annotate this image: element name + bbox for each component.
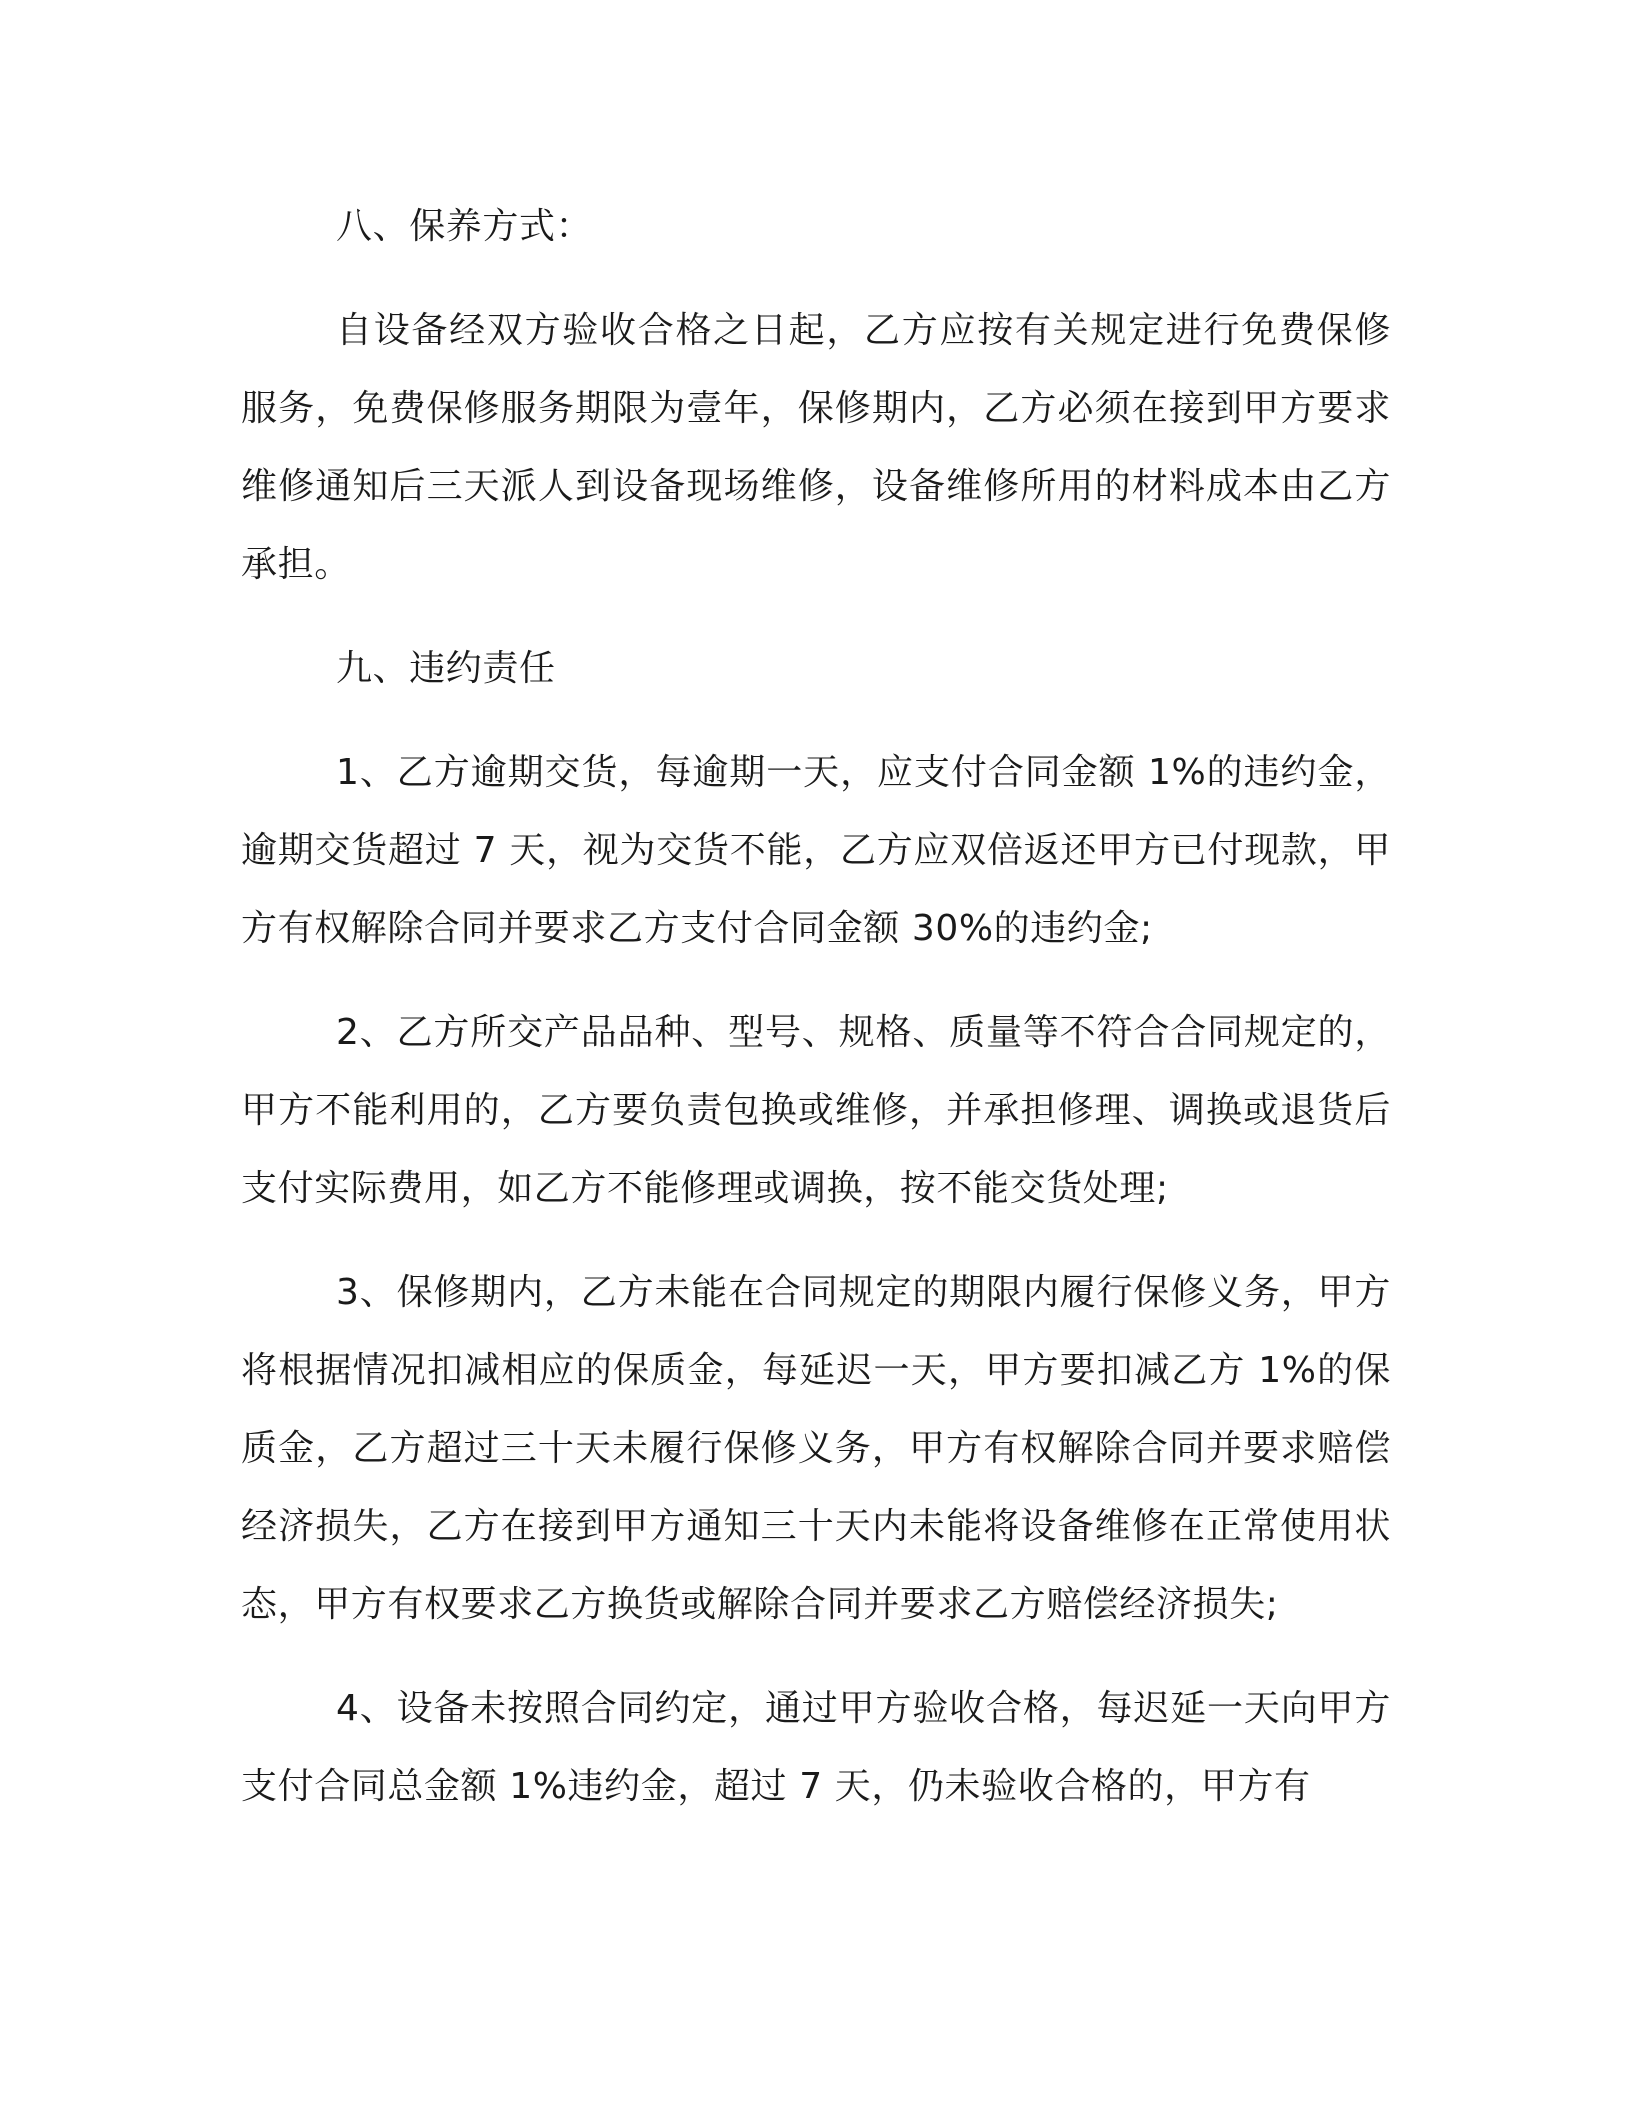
- breach-clause-3: 3、保修期内，乙方未能在合同规定的期限内履行保修义务，甲方将根据情况扣减相应的保质金，每延迟一天，甲方要扣减乙方 1%的保质金，乙方超过三十天未履行保修义务，甲方有权解除合同并要求赔偿经济损失，乙方在接到甲方通知三十天内未能将设备维修在正常使用状态，甲方有权要求乙方换货或解除合同并要求乙方赔偿经济损失;: [241, 1272, 1391, 1625]
- breach-clause-4: 4、设备未按照合同约定，通过甲方验收合格，每迟延一天向甲方支付合同总金额 1%违约金，超过 7 天，仍未验收合格的，甲方有: [241, 1688, 1391, 1807]
- section-heading-breach-liability: 九、违约责任: [336, 648, 556, 689]
- section-heading-maintenance: 八、保养方式：: [336, 206, 593, 247]
- document-body: [241, 188, 1391, 1852]
- breach-clause-2: 2、乙方所交产品品种、型号、规格、质量等不符合合同规定的，甲方不能利用的，乙方要负责包换或维修，并承担修理、调换或退货后支付实际费用，如乙方不能修理或调换，按不能交货处理;: [241, 1012, 1391, 1209]
- breach-clause-1: 1、乙方逾期交货，每逾期一天，应支付合同金额 1%的违约金，逾期交货超过 7 天，视为交货不能，乙方应双倍返还甲方已付现款，甲方有权解除合同并要求乙方支付合同金额 30%的违约金;: [241, 752, 1391, 949]
- maintenance-paragraph: 自设备经双方验收合格之日起，乙方应按有关规定进行免费保修服务，免费保修服务期限为壹年，保修期内，乙方必须在接到甲方要求维修通知后三天派人到设备现场维修，设备维修所用的材料成本由乙方承担。: [241, 310, 1391, 585]
